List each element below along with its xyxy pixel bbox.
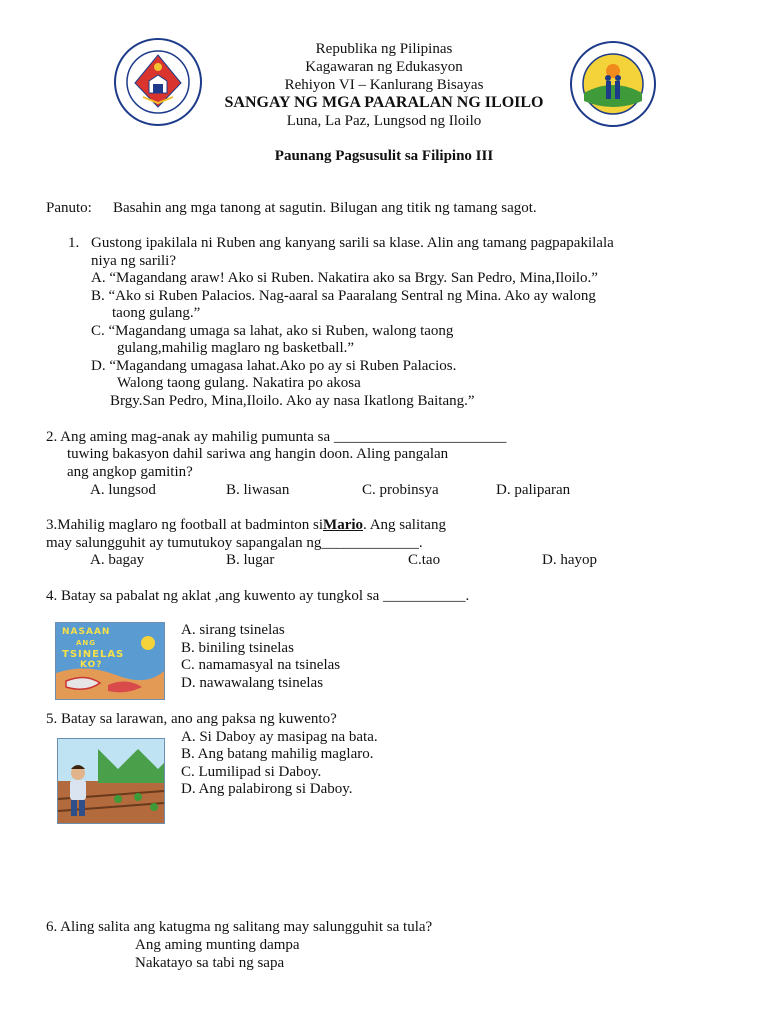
q1-choice-d-line1: D. “Magandang umagasa lahat.Ako po ay si Ruben Palacios. (91, 358, 457, 374)
q4-choice-b: B. biniling tsinelas (181, 640, 294, 656)
q5-choice-b: B. Ang batang mahilig maglaro. (181, 746, 374, 762)
q5-choice-d: D. Ang palabirong si Daboy. (181, 781, 353, 797)
q1-choice-c-line1: C. “Magandang umaga sa lahat, ako si Ruben, walong taong (91, 323, 454, 339)
q1-choice-c-line2: gulang,mahilig maglaro ng basketball.” (117, 340, 355, 356)
q4-choice-a: A. sirang tsinelas (181, 622, 285, 638)
q2-choice-b: B. liwasan (226, 482, 290, 498)
q2-choice-d: D. paliparan (496, 482, 571, 498)
instructions-text: Basahin ang mga tanong at sagutin. Bilugan ang titik ng tamang sagot. (113, 200, 537, 216)
q6-stem: 6. Aling salita ang katugma ng salitang may salungguhit sa tula? (46, 919, 433, 935)
q1-choice-d-line2: Walong taong gulang. Nakatira po akosa (117, 375, 361, 391)
q1-choice-a: A. “Magandang araw! Ako si Ruben. Nakatira ako sa Brgy. San Pedro, Mina,Iloilo.” (91, 270, 598, 286)
book-cover-image (55, 622, 165, 700)
q1-choice-b-line1: B. “Ako si Ruben Palacios. Nag-aaral sa Paaralang Sentral ng Mina. Ako ay walong (91, 288, 596, 304)
q2-stem-line2: tuwing bakasyon dahil sariwa ang hangin doon. Aling pangalan (67, 446, 449, 462)
header-line-address: Luna, La Paz, Lungsod ng Iloilo (286, 113, 482, 129)
q3-stem-line2: may salungguhit ay tumutukoy sapangalan ng_____________. (46, 535, 423, 551)
q2-choice-a: A. lungsod (90, 482, 156, 498)
q3-choice-a: A. bagay (90, 552, 145, 568)
book-title-line3: TSINELAS (62, 649, 125, 660)
q5-choice-a: A. Si Daboy ay masipag na bata. (181, 729, 378, 745)
q4-stem: 4. Batay sa pabalat ng aklat ,ang kuwento ay tungkol sa ___________. (46, 588, 470, 604)
instructions-label: Panuto: (46, 200, 92, 216)
book-title-line1: NASAAN (62, 627, 111, 637)
q4-choice-d: D. nawawalang tsinelas (181, 675, 324, 691)
q3-choice-c: C.tao (408, 552, 441, 568)
q1-stem-line1: Gustong ipakilala ni Ruben ang kanyang sarili sa klase. Alin ang tamang pagpapakilala (91, 235, 614, 251)
q6-poem-line1: Ang aming munting dampa (135, 937, 300, 953)
q1-choice-b-line2: taong gulang.” (112, 305, 201, 321)
q2-stem-line1: 2. Ang aming mag-anak ay mahilig pumunta sa _______________________ (46, 429, 507, 445)
boy-gardening-image (57, 738, 165, 824)
q1-choice-d-line3: Brgy.San Pedro, Mina,Iloilo. Ako ay nasa Ikatlong Baitang.” (110, 393, 475, 409)
q3-stem-pre: 3.Mahilig maglaro ng football at badminton si (46, 517, 324, 533)
q1-number: 1. (68, 235, 80, 251)
header-line-region: Rehiyon VI – Kanlurang Bisayas (284, 77, 484, 93)
header-line-department: Kagawaran ng Edukasyon (305, 59, 463, 75)
q3-stem-line1 (46, 517, 446, 534)
q2-stem-line3: ang angkop gamitin? (67, 464, 193, 480)
q4-choice-c: C. namamasyal na tsinelas (181, 657, 341, 673)
q5-stem: 5. Batay sa larawan, ano ang paksa ng kuwento? (46, 711, 337, 727)
book-title-line4: KO? (80, 660, 103, 670)
q5-choice-c: C. Lumilipad si Daboy. (181, 764, 322, 780)
q2-choice-c: C. probinsya (362, 482, 439, 498)
book-title-line2: ANG (76, 639, 97, 647)
q1-stem-line2: niya ng sarili? (91, 253, 176, 269)
header-line-division: SANGAY NG MGA PAARALAN NG ILOILO (224, 94, 544, 111)
header-line-republic: Republika ng Pilipinas (315, 41, 453, 57)
q3-underlined-name: Mario (323, 517, 364, 533)
page-title: Paunang Pagsusulit sa Filipino III (274, 148, 494, 164)
q3-choice-b: B. lugar (226, 552, 275, 568)
q3-stem-post: . Ang salitang (363, 517, 446, 533)
q3-choice-d: D. hayop (542, 552, 597, 568)
boy-gardening-illustration (58, 739, 164, 823)
q6-poem-line2: Nakatayo sa tabi ng sapa (135, 955, 285, 971)
